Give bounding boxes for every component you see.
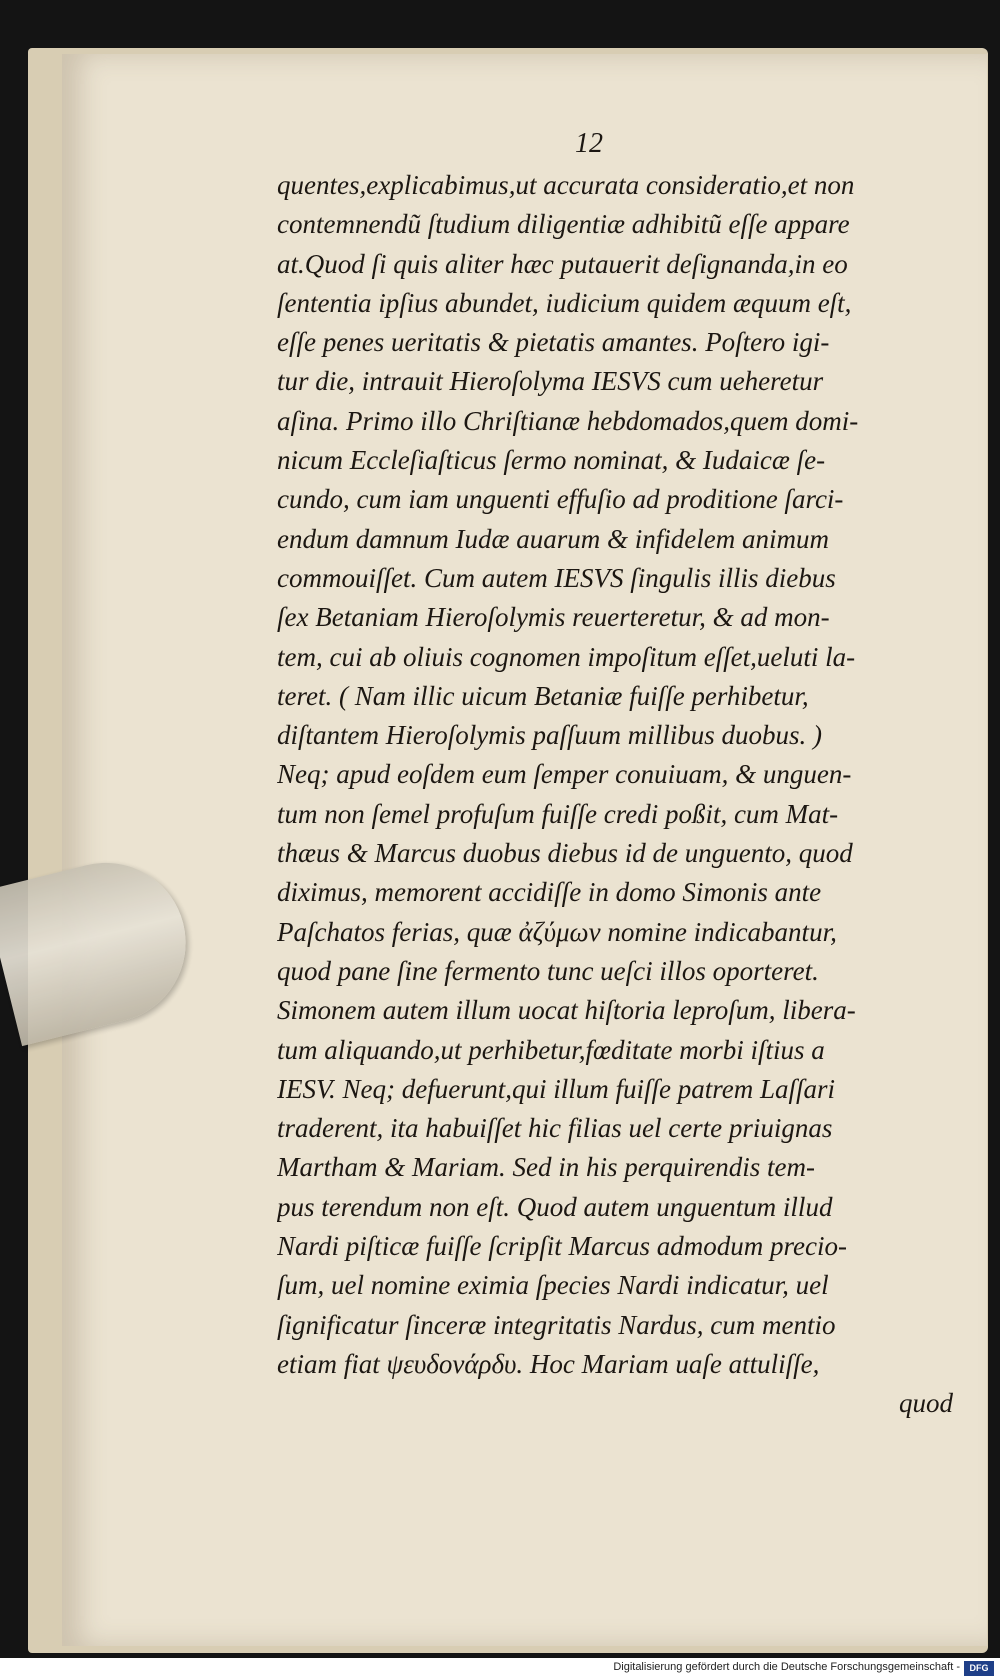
text-line: ſententia ipſius abundet, iudicium quidem æquum eſt, (277, 287, 852, 318)
text-line: commouiſſet. Cum autem IESVS ſingulis illis diebus (277, 562, 836, 593)
text-line: tum non ſemel profuſum fuiſſe credi poßit, cum Mat- (277, 798, 839, 829)
text-line: diximus, memorent accidiſſe in domo Simonis ante (277, 877, 822, 908)
text-line: tem, cui ab oliuis cognomen impoſitum eſſet,ueluti la- (277, 641, 856, 672)
text-line: aſina. Primo illo Chriſtianæ hebdomados,quem domi- (277, 405, 859, 436)
text-line: quod pane ſine fermento tunc ueſci illos oporteret. (277, 955, 819, 986)
text-line: nicum Eccleſiaſticus ſermo nominat, & Iudaicæ ſe- (277, 445, 826, 476)
text-line: endum damnum Iudæ auarum & infidelem animum (277, 523, 829, 554)
text-line: cundo, cum iam unguenti effuſio ad proditione ſarci- (277, 484, 844, 515)
page-body-text (277, 166, 953, 1424)
text-line: Martham & Mariam. Sed in his perquirendis tem- (277, 1152, 815, 1183)
footer-credit: Digitalisierung gefördert durch die Deutsche Forschungsgemeinschaft - (613, 1661, 960, 1673)
text-line: tur die, intrauit Hieroſolyma IESVS cum ueheretur (277, 366, 824, 397)
text-line: IESV. Neq; defuerunt,qui illum fuiſſe patrem Laſſari (277, 1073, 835, 1104)
text-line: tum aliquando,ut perhibetur,fœditate morbi iſtius a (277, 1034, 825, 1065)
text-line: Simonem autem illum uocat hiſtoria leproſum, libera- (277, 995, 856, 1026)
text-line: thæus & Marcus duobus diebus id de unguento, quod (277, 838, 853, 869)
dfg-logo: DFG (964, 1661, 994, 1676)
text-line: Neq; apud eoſdem eum ſemper conuiuam, & unguen- (277, 759, 852, 790)
text-line: Nardi piſticæ fuiſſe ſcripſit Marcus admodum precio- (277, 1231, 847, 1262)
text-line: quentes,explicabimus,ut accurata consideratio,et non (277, 170, 855, 200)
text-line: ſum, uel nomine eximia ſpecies Nardi indicatur, uel (277, 1270, 829, 1301)
page-number: 12 (575, 128, 603, 159)
text-line: ſex Betaniam Hieroſolymis reuerteretur, & ad mon- (277, 602, 830, 633)
text-line: etiam fiat ψευδονάρδυ. Hoc Mariam uaſe attuliſſe, (277, 1348, 820, 1379)
footer-bar (0, 1658, 1000, 1680)
text-line: ſignificatur ſinceræ integritatis Nardus, cum mentio (277, 1309, 836, 1340)
text-line: teret. ( Nam illic uicum Betaniæ fuiſſe perhibetur, (277, 680, 809, 711)
text-line: at.Quod ſi quis aliter hæc putauerit deſignanda,in eo (277, 248, 848, 279)
text-line: diſtantem Hieroſolymis paſſuum millibus duobus. ) (277, 720, 822, 751)
text-line: Paſchatos ferias, quæ ἀζύμων nomine indicabantur, (277, 916, 837, 947)
text-line: contemnendũ ſtudium diligentiæ adhibitũ eſſe appare (277, 209, 850, 240)
text-line: eſſe penes ueritatis & pietatis amantes. Poſtero igi- (277, 327, 830, 358)
text-line: pus terendum non eſt. Quod autem unguentum illud (277, 1191, 833, 1222)
catchword: quod (899, 1388, 953, 1419)
text-line: traderent, ita habuiſſet hic filias uel certe priuignas (277, 1113, 833, 1144)
